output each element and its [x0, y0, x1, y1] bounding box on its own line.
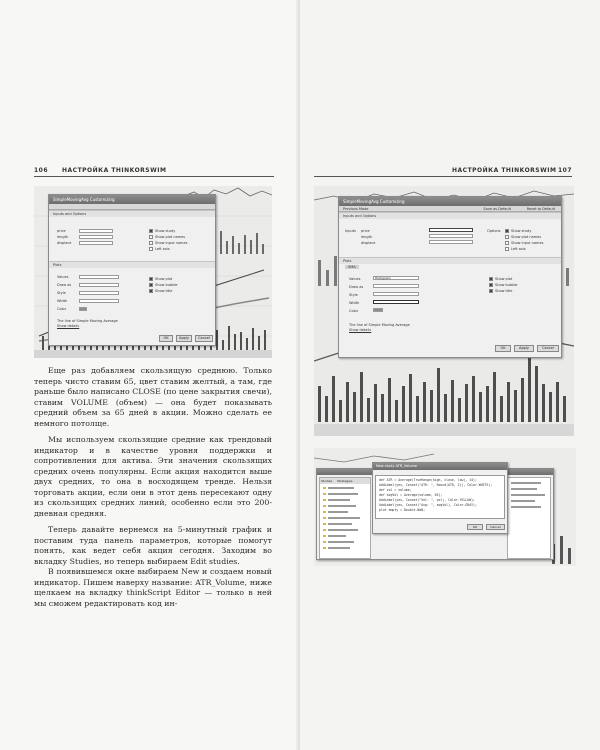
show-details-link-right[interactable]: Show details [349, 328, 372, 332]
show-bubble-checkbox-right[interactable] [489, 283, 493, 287]
figure-chart-right [314, 186, 574, 436]
inputs-section-left: Inputs and Options [49, 210, 215, 217]
input-displace-label-right: displace [361, 241, 376, 245]
ok-button-right[interactable]: OK [495, 345, 511, 352]
input-length-label-right: length [361, 235, 373, 239]
code-area[interactable] [375, 475, 505, 519]
plot-row-style-right: Style [349, 293, 358, 297]
added-studies-list [508, 478, 552, 518]
study-tree-list [320, 484, 372, 558]
input-length-field-left[interactable] [79, 235, 113, 239]
paragraph-4: В появившемся окне выбираем New и создаем новый индикатор. Пишем наверху название: ATR_Volume, ниже щелкаем на вкладку thinkScript Editor — только в ней мы сможем редактировать код ин- [34, 567, 272, 608]
plot-values-select-right[interactable]: Histogram [373, 276, 419, 280]
option-show-study-checkbox-right[interactable] [505, 229, 509, 233]
save-as-default-link[interactable]: Save as Default [483, 207, 511, 211]
cancel-button-right[interactable]: Cancel [537, 345, 559, 352]
page-number-left: 106 [34, 167, 49, 174]
dialog-title-left: SimpleMovingAvg Customizing [49, 195, 215, 204]
code-line-2: AddLabel(yes, Concat("ATR: ", Round(ATR, 2)), Color.WHITE); [379, 483, 493, 487]
show-plot-checkbox-left[interactable] [149, 277, 153, 281]
figure-editor-right [314, 448, 576, 566]
code-line-5: AddLabel(yes, Concat("Vol: ", vol), Color.YELLOW); [379, 498, 475, 502]
plot-width-select-left[interactable] [79, 299, 119, 303]
figure-chart-left [34, 186, 272, 358]
plot-row-drawas-right: Draw as [349, 285, 364, 289]
code-line-6: AddLabel(yes, Concat("Avg: ", avgVol), Color.GRAY); [379, 503, 477, 507]
plot-color-swatch-left[interactable] [79, 307, 87, 311]
plot-row-width-left: Width [57, 299, 68, 303]
option-show-input-names-checkbox-right[interactable] [505, 241, 509, 245]
option-show-plot-names-label-left: Show plot names [155, 235, 186, 239]
editor-ok-button[interactable]: OK [467, 524, 483, 530]
apply-button-right[interactable]: Apply [514, 345, 534, 352]
dialog-toolbar-right [339, 206, 561, 212]
plot-drawas-select-left[interactable] [79, 283, 119, 287]
show-details-link-left[interactable]: Show details [57, 324, 80, 328]
input-price-label-left: price [57, 229, 66, 233]
input-price-field-left[interactable] [79, 229, 113, 233]
description-left: The line of Simple Moving Average [57, 319, 118, 323]
plot-row-values-right: Values [349, 277, 361, 281]
option-left-axis-checkbox-right[interactable] [505, 247, 509, 251]
plot-row-width-right: Width [349, 301, 360, 305]
running-header-left: НАСТРОЙКА THINKORSWIM [62, 167, 167, 174]
option-show-input-names-label-right: Show input names [511, 241, 544, 245]
tab-strategies[interactable]: Strategies [337, 479, 353, 483]
plot-width-select-right[interactable] [373, 300, 419, 304]
option-show-plot-names-checkbox-left[interactable] [149, 235, 153, 239]
study-tree-panel [319, 477, 371, 559]
show-title-checkbox-right[interactable] [489, 289, 493, 293]
header-rule-left [34, 176, 274, 177]
show-title-label-right: Show title [495, 289, 513, 293]
code-line-1: def ATR = Average(TrueRange(high, close, low), 14); [379, 478, 477, 482]
added-studies-panel [507, 477, 551, 559]
cancel-button-left[interactable]: Cancel [195, 335, 213, 342]
paragraph-1: Еще раз добавляем скользящую среднюю. Только теперь чисто ставим 65, цвет ставим желтый, а там, где раньше было написано CLOSE (по цене закрытия свечи), ставим VOLUME (объем) — она будет показывать средний объем за 65 дней в акции. Можно сделать ее немного потолще. [34, 366, 272, 428]
reset-to-default-link[interactable]: Reset to Default [526, 207, 555, 211]
show-plot-label-left: Show plot [155, 277, 173, 281]
option-show-study-checkbox-left[interactable] [149, 229, 153, 233]
paragraph-2: Мы используем скользящие средние как трендовый индикатор и в качестве уровня поддержки и сопротивления для актива. Эти значения скользящих средних очень популярны. Если акция находится выше двух средних, то она в восходящем тренде. Нельзя торговать акции, если они в этот день пересекают одну из скользящих средних линий, особенно если это 200-дневная средняя. [34, 435, 272, 518]
show-title-label-left: Show title [155, 289, 173, 293]
input-price-label-right: price [361, 229, 370, 233]
dialog-title-right: SimpleMovingAvg Customizing [339, 197, 561, 206]
input-length-field-right[interactable] [429, 234, 473, 238]
editor-cancel-button[interactable]: Cancel [486, 524, 505, 530]
code-line-3: def vol = volume; [379, 488, 412, 492]
tab-studies[interactable]: Studies [321, 479, 333, 483]
option-show-plot-names-checkbox-right[interactable] [505, 235, 509, 239]
option-show-input-names-label-left: Show input names [155, 241, 188, 245]
plot-drawas-select-right[interactable] [373, 284, 419, 288]
show-bubble-checkbox-left[interactable] [149, 283, 153, 287]
previous-mode-tab[interactable]: Previous Mode [343, 207, 369, 211]
page-number-right: 107 [558, 167, 573, 174]
input-displace-label-left: displace [57, 241, 72, 245]
inputs-heading-right: Inputs [345, 229, 356, 233]
ok-button-left[interactable]: OK [159, 335, 173, 342]
plot-row-drawas-left: Draw as [57, 283, 72, 287]
options-heading-right: Options [487, 229, 501, 233]
input-price-field-right[interactable] [429, 228, 473, 232]
show-title-checkbox-left[interactable] [149, 289, 153, 293]
show-bubble-label-left: Show bubble [155, 283, 178, 287]
show-plot-label-right: Show plot [495, 277, 513, 281]
apply-button-left[interactable]: Apply [176, 335, 192, 342]
header-rule-right [314, 176, 572, 177]
sma-customizing-dialog-right [338, 196, 562, 358]
input-length-label-left: length [57, 235, 69, 239]
plot-style-select-right[interactable] [373, 292, 419, 296]
plot-row-color-right: Color [349, 309, 359, 313]
plots-section-right: Plots [339, 257, 561, 264]
editor-title: New study ATR_Volume [373, 463, 507, 470]
description-right: The line of Simple Moving Average [349, 323, 410, 327]
code-line-4: def avgVol = Average(volume, 65); [379, 493, 443, 497]
option-show-plot-names-label-right: Show plot names [511, 235, 542, 239]
option-show-input-names-checkbox-left[interactable] [149, 241, 153, 245]
plot-values-select-left[interactable] [79, 275, 119, 279]
option-show-study-label-left: Show study [155, 229, 176, 233]
running-header-right: НАСТРОЙКА THINKORSWIM [452, 167, 557, 174]
option-left-axis-checkbox-left[interactable] [149, 247, 153, 251]
show-plot-checkbox-right[interactable] [489, 277, 493, 281]
plots-section-left: Plots [49, 261, 215, 268]
plot-row-values-left: Values [57, 275, 69, 279]
sma-customizing-dialog-left [48, 194, 216, 346]
code-line-7: plot empty = Double.NaN; [379, 508, 426, 512]
plot-style-select-left[interactable] [79, 291, 119, 295]
input-displace-field-left[interactable] [79, 241, 113, 245]
option-show-study-label-right: Show study [511, 229, 532, 233]
input-displace-field-right[interactable] [429, 240, 473, 244]
plot-tab-sma[interactable]: SMA [345, 265, 359, 269]
show-bubble-label-right: Show bubble [495, 283, 518, 287]
paragraph-3: Теперь давайте вернемся на 5-минутный график и поставим туда панель параметров, которые помогут понять, как ведет себя акция сегодня. Заходим во вкладку Studies, но теперь выбираем Edit studies. [34, 525, 272, 566]
option-left-axis-label-right: Left axis [511, 247, 526, 251]
thinkscript-editor-window [372, 462, 508, 534]
body-text-left [34, 366, 272, 609]
inputs-section-right: Inputs and Options [339, 212, 561, 219]
plot-row-style-left: Style [57, 291, 66, 295]
option-left-axis-label-left: Left axis [155, 247, 170, 251]
plot-color-swatch-right[interactable] [373, 308, 383, 312]
right-page [300, 0, 600, 750]
plot-row-color-left: Color [57, 307, 67, 311]
